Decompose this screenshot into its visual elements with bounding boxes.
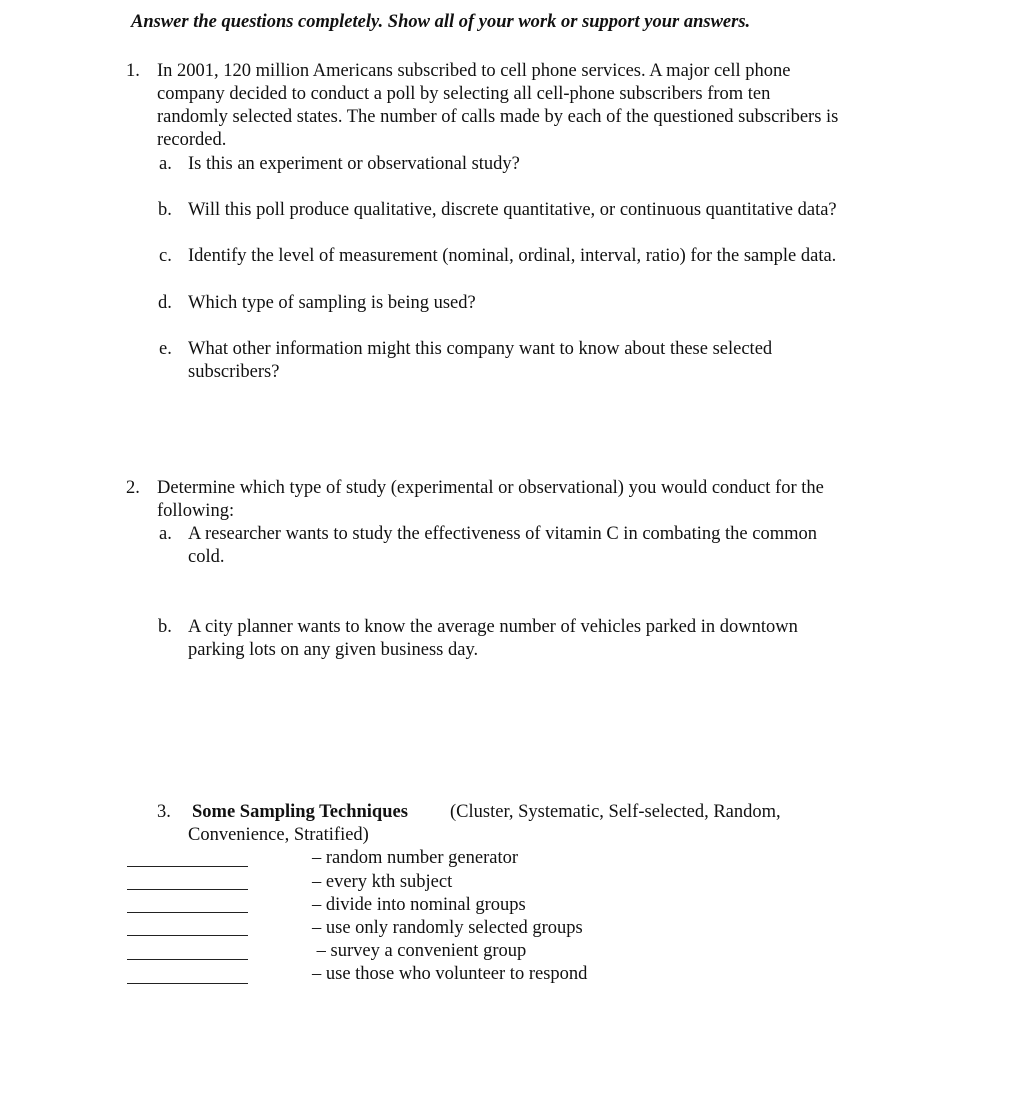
q2-part-a-letter: a. (159, 524, 172, 544)
q1-part-d-letter: d. (158, 293, 172, 313)
q1-stem-line-3: randomly selected states. The number of calls made by each of the questioned subscribers is (157, 107, 839, 127)
q1-stem-line-2: company decided to conduct a poll by selecting all cell-phone subscribers from ten (157, 84, 771, 104)
q1-part-a-text: Is this an experiment or observational study? (188, 154, 520, 174)
technique-item-3: – divide into nominal groups (312, 895, 526, 915)
q2-stem-line-2: following: (157, 501, 235, 521)
technique-item-1: – random number generator (312, 848, 518, 868)
q1-part-e-text-line-1: What other information might this company want to know about these selected (188, 339, 773, 359)
q2-part-b-text-line-2: parking lots on any given business day. (188, 640, 479, 660)
q1-part-b-text: Will this poll produce qualitative, discrete quantitative, or continuous quantitative data? (188, 200, 837, 220)
technique-item-2: – every kth subject (312, 872, 453, 892)
q2-stem-line-1: Determine which type of study (experimental or observational) you would conduct for the (157, 478, 824, 498)
q2-number: 2. (126, 478, 140, 498)
q1-part-a-letter: a. (159, 154, 172, 174)
q1-stem-line-4: recorded. (157, 130, 227, 150)
q3-number: 3. (157, 802, 171, 822)
q1-part-c-letter: c. (159, 246, 172, 266)
q3-options-line-2: Convenience, Stratified) (188, 825, 369, 845)
answer-blank-3[interactable] (127, 912, 248, 913)
q3-title: Some Sampling Techniques (192, 802, 408, 822)
q2-part-b-letter: b. (158, 617, 172, 637)
q3-options-line-1: (Cluster, Systematic, Self-selected, Random, (450, 802, 781, 822)
q2-part-a-text-line-2: cold. (188, 547, 225, 567)
technique-item-6: – use those who volunteer to respond (312, 964, 588, 984)
answer-blank-2[interactable] (127, 889, 248, 890)
q1-part-e-letter: e. (159, 339, 172, 359)
q2-part-b-text-line-1: A city planner wants to know the average number of vehicles parked in downtown (188, 617, 798, 637)
technique-item-5: – survey a convenient group (312, 941, 527, 961)
q1-part-d-text: Which type of sampling is being used? (188, 293, 476, 313)
q2-part-a-text-line-1: A researcher wants to study the effectiveness of vitamin C in combating the common (188, 524, 818, 544)
answer-blank-6[interactable] (127, 983, 248, 984)
answer-blank-1[interactable] (127, 866, 248, 867)
technique-item-4: – use only randomly selected groups (312, 918, 583, 938)
q1-part-b-letter: b. (158, 200, 172, 220)
q1-part-c-text: Identify the level of measurement (nominal, ordinal, interval, ratio) for the sample data. (188, 246, 837, 266)
q1-part-e-text-line-2: subscribers? (188, 362, 280, 382)
answer-blank-4[interactable] (127, 935, 248, 936)
answer-blank-5[interactable] (127, 959, 248, 960)
q1-number: 1. (126, 61, 140, 81)
q1-stem-line-1: In 2001, 120 million Americans subscribed to cell phone services. A major cell phone (157, 61, 791, 81)
instructions-heading: Answer the questions completely. Show all of your work or support your answers. (131, 12, 751, 32)
